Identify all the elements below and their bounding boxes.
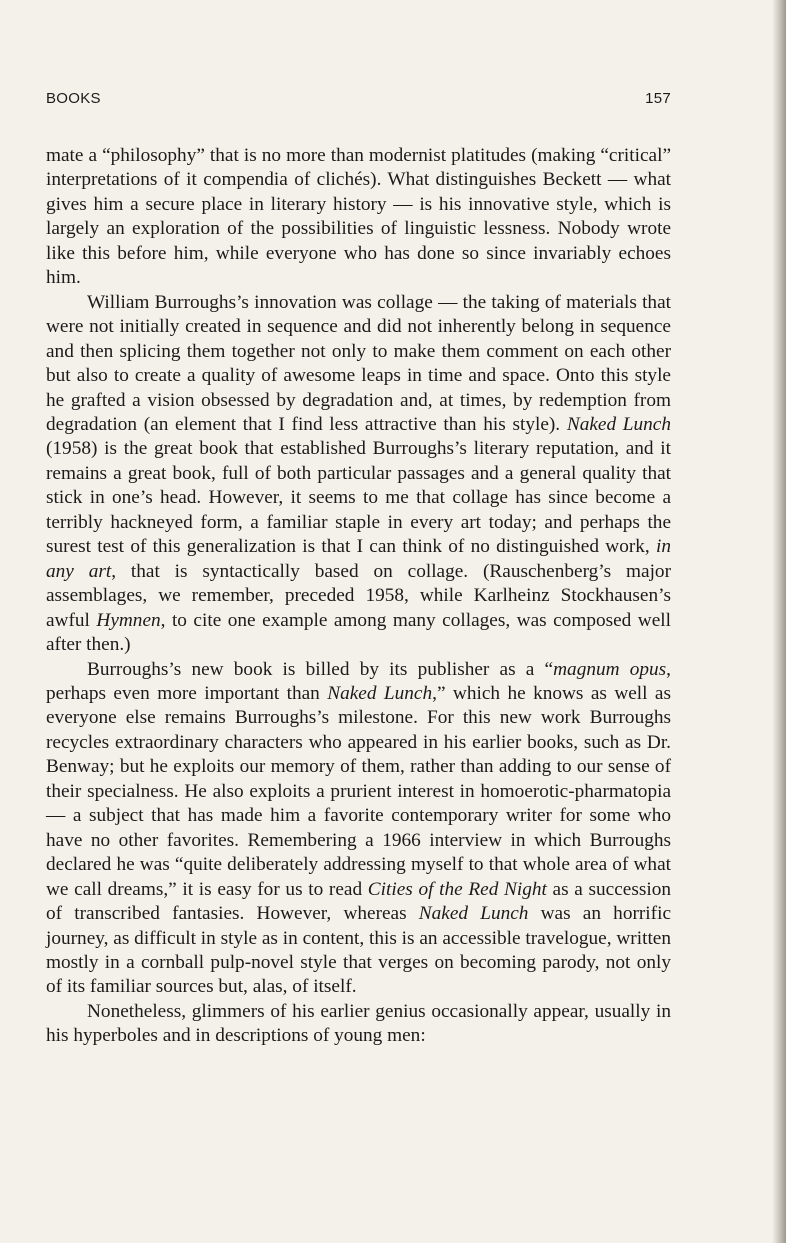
page-number: 157 bbox=[645, 90, 671, 107]
text-run: ,” which he knows as well as everyone else remains Burroughs’s milestone. For this new work Burroughs recycles extraordinary characters who appeared in his earlier books, such as Dr. Benway; but he exploits our memory of them, rather than adding to our sense of their specialness. He also exploits a prurient interest in homoerotic-pharmatopia — a subject that has made him a favorite contemporary writer for some who have no other favorites. Remembering a 1966 interview in which Burroughs declared he was “quite deliberately addressing myself to that whole area of what we call dreams,” it is easy for us to read bbox=[46, 682, 671, 900]
italic-title: Naked Lunch bbox=[418, 903, 529, 925]
text-run: William Burroughs’s innovation was collage — the taking of materials that were not initially created in sequence and did not inherently belong in sequence and then splicing them together not only to make them comment on each other but also to create a quality of awesome leaps in time and space. Onto this style he grafted a vision obsessed by degradation and, at times, by redemption from degradation (an element that I find less attractive than his style). bbox=[46, 291, 671, 435]
italic-title: Naked Lunch bbox=[566, 413, 671, 435]
page-edge-shadow bbox=[772, 0, 786, 1243]
paragraph bbox=[46, 658, 671, 1000]
italic-title: Cities of the Red Night bbox=[367, 878, 547, 900]
text-run: (1958) is the great book that established Burroughs’s literary reputation, and it remains a great book, full of both particular passages and a general quality that stick in one’s head. However, it seems to me that collage has since become a terribly hackneyed form, a familiar staple in every art today; and perhaps the surest test of this generalization is that I can think of no distinguished work, bbox=[46, 438, 671, 558]
text-run: , that is syntactically based on collage. (Rauschenberg’s major assemblages, we remember, preceded 1958, while Karlheinz Stockhausen’s awful bbox=[46, 560, 671, 631]
text-run: , perhaps even more important than bbox=[46, 658, 671, 704]
running-head bbox=[46, 90, 671, 112]
text-run: Burroughs’s new book is billed by its publisher as a “ bbox=[87, 658, 554, 680]
italic-title: Naked Lunch bbox=[327, 682, 433, 704]
italic-title: Hymnen bbox=[96, 609, 161, 631]
text-run: mate a “philosophy” that is no more than modernist platitudes (making “critical” interpretations of it compendia of clichés). What distinguishes Beckett — what gives him a secure place in literary history — is his innovative style, which is largely an exploration of the possibilities of linguistic lessness. Nobody wrote like this before him, while everyone who has done so since invariably echoes him. bbox=[46, 145, 671, 289]
italic-title: magnum opus bbox=[553, 658, 667, 680]
body-text bbox=[46, 144, 671, 1049]
paragraph bbox=[46, 291, 671, 658]
text-run: , to cite one example among many collages, was composed well after then.) bbox=[46, 609, 671, 656]
paragraph bbox=[46, 1000, 671, 1049]
paragraph bbox=[46, 144, 671, 291]
text-run: as a succession of transcribed fantasies. However, whereas bbox=[46, 878, 671, 925]
text-run: was an horrific journey, as difficult in style as in content, this is an accessible travelogue, written mostly in a cornball pulp-novel style that verges on becoming parody, not only of its familiar sources but, alas, of itself. bbox=[46, 903, 672, 998]
text-run: Nonetheless, glimmers of his earlier genius occasionally appear, usually in his hyperboles and in descriptions of young men: bbox=[46, 1000, 671, 1047]
italic-title: in any art bbox=[46, 536, 671, 582]
section-title: BOOKS bbox=[46, 90, 101, 107]
